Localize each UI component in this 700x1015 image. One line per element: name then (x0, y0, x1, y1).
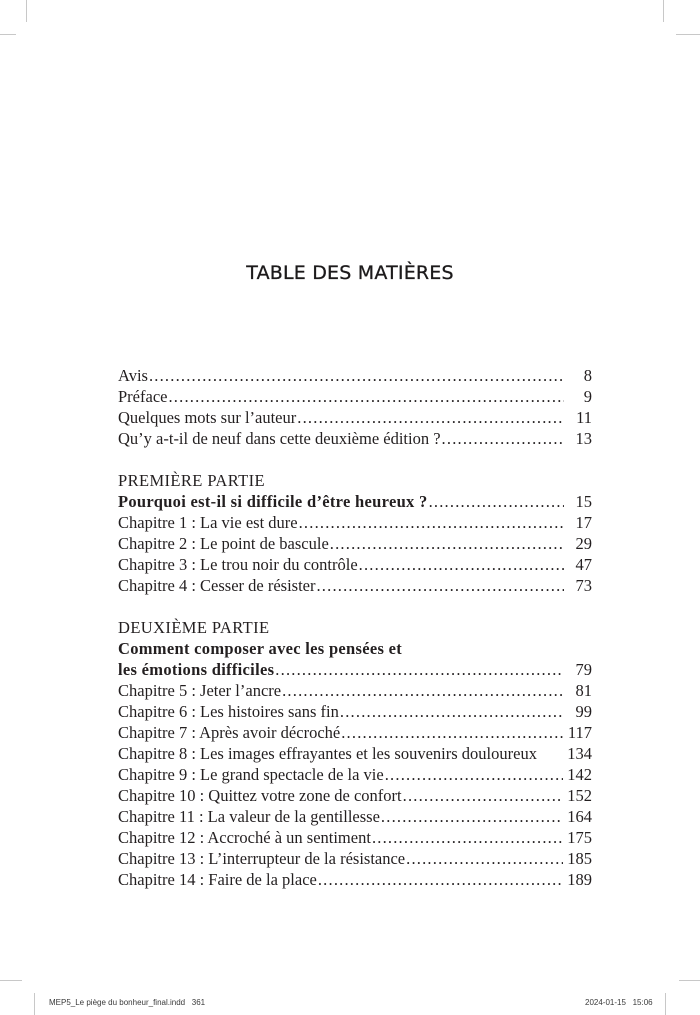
toc-entry-label: Chapitre 5 : Jeter l’ancre (118, 681, 282, 700)
toc-entry-chapter-14[interactable] (118, 869, 592, 890)
toc-entry-label: Chapitre 11 : La valeur de la gentillesse (118, 807, 380, 826)
dot-leader (429, 491, 564, 512)
toc-entry-page: 185 (567, 849, 592, 868)
slug-timestamp: 2024-01-15 15:06 (585, 998, 653, 1007)
toc-entry-chapter-3[interactable] (118, 554, 592, 575)
dot-leader (385, 764, 564, 785)
toc-entry-page: 134 (567, 744, 592, 763)
toc-entry-page: 17 (575, 513, 592, 532)
toc-entry-whats-new[interactable] (118, 428, 592, 449)
crop-mark-top-right-horizontal (676, 34, 700, 35)
toc-entry-page: 81 (575, 681, 592, 700)
toc-entry-page: 175 (567, 828, 592, 847)
dot-leader (341, 722, 564, 743)
crop-mark-top-left-horizontal (0, 34, 16, 35)
toc-entry-page: 164 (567, 807, 592, 826)
slug-file-info: MEP5_Le piège du bonheur_final.indd 361 (49, 998, 206, 1007)
toc-entry-page: 79 (575, 660, 592, 679)
dot-leader (168, 386, 564, 407)
toc-entry-label: Chapitre 2 : Le point de bascule (118, 534, 329, 553)
toc-entry-label: Chapitre 3 : Le trou noir du contrôle (118, 555, 358, 574)
part-1-heading (118, 470, 592, 491)
toc-entry-label: Chapitre 12 : Accroché à un sentiment (118, 828, 371, 847)
toc-entry-chapter-2[interactable] (118, 533, 592, 554)
crop-mark-bottom-left-vertical (34, 993, 35, 1015)
toc-entry-label: Qu’y a-t-il de neuf dans cette deuxième édition ? (118, 429, 441, 448)
dot-leader (318, 869, 563, 890)
dot-leader (403, 785, 564, 806)
dot-leader (406, 848, 563, 869)
dot-leader (299, 512, 564, 533)
toc-entry-chapter-9[interactable] (118, 764, 592, 785)
crop-mark-top-left-vertical (26, 0, 27, 22)
dot-leader (381, 806, 563, 827)
toc-entry-chapter-6[interactable] (118, 701, 592, 722)
dot-leader (330, 533, 564, 554)
dot-leader (297, 407, 564, 428)
toc-entry-label: Chapitre 7 : Après avoir décroché (118, 723, 341, 742)
toc-entry-chapter-4[interactable] (118, 575, 592, 596)
part-title-label: Pourquoi est-il si difficile d’être heureux ? (118, 492, 428, 511)
toc-entry-chapter-1[interactable] (118, 512, 592, 533)
dot-leader (282, 680, 564, 701)
toc-entry-chapter-13[interactable] (118, 848, 592, 869)
toc-entry-label: Quelques mots sur l’auteur (118, 408, 297, 427)
dot-leader (359, 554, 564, 575)
part-title-label: Comment composer avec les pensées et (118, 639, 403, 658)
toc-entry-chapter-7[interactable] (118, 722, 592, 743)
toc-entry-label: Chapitre 10 : Quittez votre zone de confort (118, 786, 402, 805)
toc-entry-page: 29 (575, 534, 592, 553)
toc-entry-preface[interactable] (118, 386, 592, 407)
toc-entry-label: Chapitre 9 : Le grand spectacle de la vie (118, 765, 384, 784)
crop-mark-bottom-right-horizontal (679, 980, 700, 981)
toc-entry-page: 152 (567, 786, 592, 805)
toc-entry-label: Chapitre 1 : La vie est dure (118, 513, 298, 532)
toc-entry-chapter-11[interactable] (118, 806, 592, 827)
part-heading-label: DEUXIÈME PARTIE (118, 618, 270, 637)
page-title: TABLE DES MATIÈRES (246, 262, 454, 284)
part-2-heading (118, 617, 592, 638)
part-heading-label: PREMIÈRE PARTIE (118, 471, 265, 490)
toc-entry-label: Chapitre 6 : Les histoires sans fin (118, 702, 339, 721)
part-2-title-line-1[interactable] (118, 638, 592, 659)
dot-leader (275, 659, 564, 680)
toc-entry-chapter-8[interactable] (118, 743, 592, 764)
toc-entry-page: 11 (576, 408, 592, 427)
toc-entry-avis[interactable] (118, 365, 592, 386)
toc-entry-label: Avis (118, 366, 148, 385)
spacer (118, 449, 592, 470)
toc-entry-page: 13 (575, 429, 592, 448)
toc-entry-page: 73 (575, 576, 592, 595)
toc-entry-label: Chapitre 8 : Les images effrayantes et les souvenirs douloureux (118, 744, 537, 763)
toc-entry-label: Chapitre 4 : Cesser de résister (118, 576, 316, 595)
part-2-title-line-2[interactable] (118, 659, 592, 680)
toc-entry-page: 99 (575, 702, 592, 721)
toc-entry-chapter-10[interactable] (118, 785, 592, 806)
toc-entry-chapter-12[interactable] (118, 827, 592, 848)
toc-entry-page: 189 (567, 870, 592, 889)
table-of-contents (118, 365, 592, 890)
dot-leader (316, 575, 564, 596)
toc-entry-page: 9 (583, 387, 592, 406)
spacer (118, 596, 592, 617)
dot-leader (442, 428, 564, 449)
toc-entry-page: 8 (583, 366, 592, 385)
toc-entry-page: 15 (575, 492, 592, 511)
toc-entry-label: Chapitre 13 : L’interrupteur de la résistance (118, 849, 406, 868)
toc-entry-label: Préface (118, 387, 168, 406)
toc-entry-about-author[interactable] (118, 407, 592, 428)
toc-entry-page: 142 (567, 765, 592, 784)
toc-entry-page: 117 (567, 723, 592, 742)
dot-leader (149, 365, 564, 386)
dot-leader (372, 827, 563, 848)
dot-leader (340, 701, 564, 722)
toc-entry-page: 47 (575, 555, 592, 574)
crop-mark-bottom-left-horizontal (0, 980, 22, 981)
part-1-title[interactable] (118, 491, 592, 512)
crop-mark-bottom-right-vertical (665, 993, 666, 1015)
part-title-label: les émotions difficiles (118, 660, 275, 679)
toc-entry-label: Chapitre 14 : Faire de la place (118, 870, 317, 889)
toc-entry-chapter-5[interactable] (118, 680, 592, 701)
crop-mark-top-right-vertical (663, 0, 664, 22)
